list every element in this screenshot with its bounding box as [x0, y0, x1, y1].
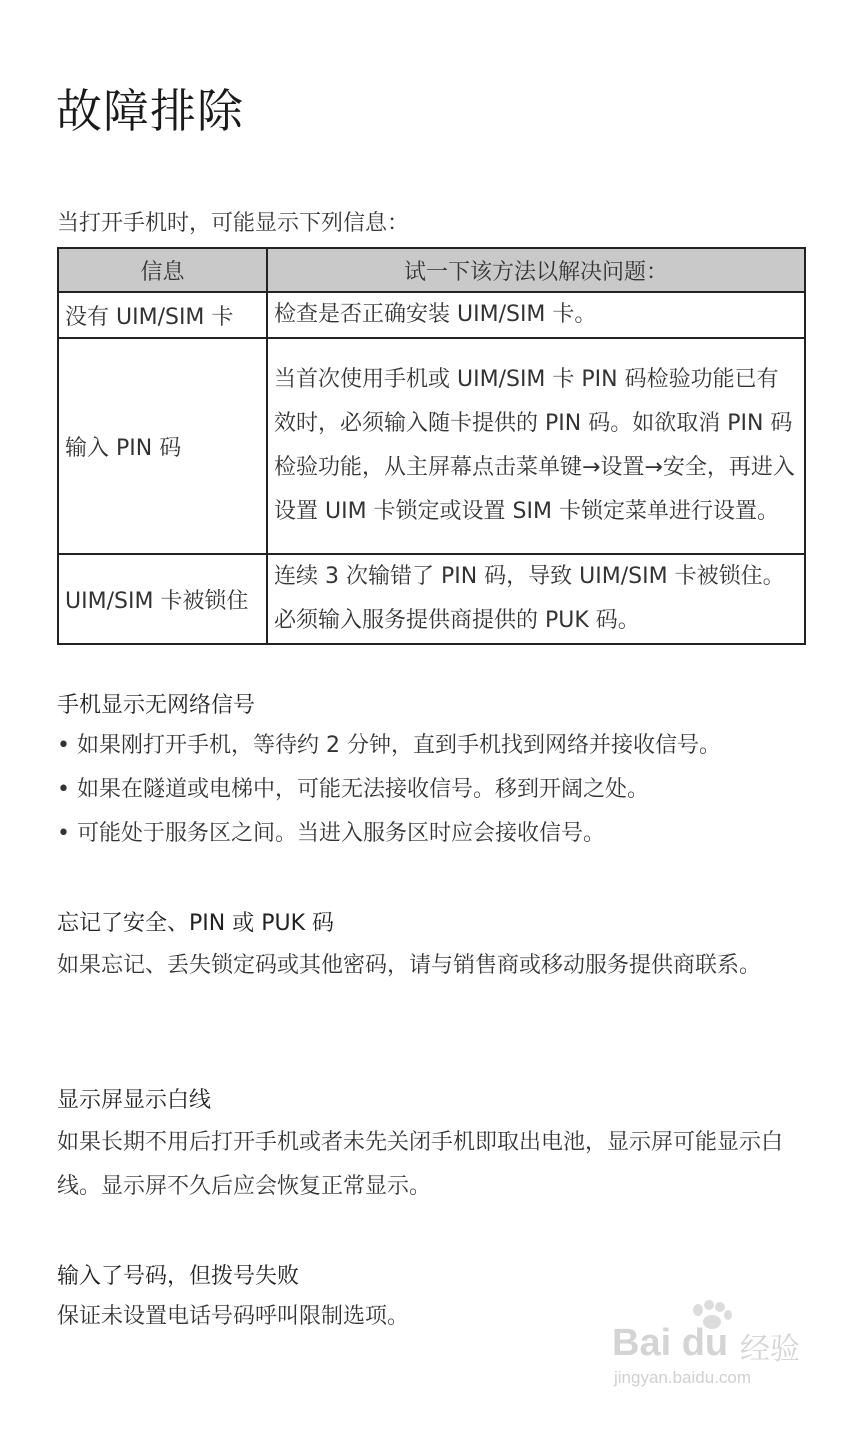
- table-row: [58, 292, 805, 338]
- header-solution: 试一下该方法以解决问题：: [267, 248, 805, 292]
- bullet-dot: •: [57, 821, 70, 846]
- row-solution: 连续 3 次输错了 PIN 码，导致 UIM/SIM 卡被锁住。必须输入服务提供商提供的 PUK 码。: [267, 554, 805, 644]
- section-heading-dial-failed: 输入了号码，但拨号失败: [57, 1264, 300, 1289]
- row-solution: 当首次使用手机或 UIM/SIM 卡 PIN 码检验功能已有效时，必须输入随卡提供的 PIN 码。如欲取消 PIN 码检验功能，从主屏幕点击菜单键→设置→安全，再进入设置 UIM 卡锁定或设置 SIM 卡锁定菜单进行设置。: [267, 338, 805, 554]
- row-message: UIM/SIM 卡被锁住: [58, 554, 267, 644]
- list-item-text: 如果刚打开手机，等待约 2 分钟，直到手机找到网络并接收信号。: [77, 733, 721, 758]
- row-message: 输入 PIN 码: [58, 338, 267, 554]
- section-heading-no-signal: 手机显示无网络信号: [57, 693, 256, 718]
- row-message: 没有 UIM/SIM 卡: [58, 292, 267, 338]
- list-item: [57, 768, 721, 812]
- list-item: [57, 812, 721, 856]
- dial-failed-text: 保证未设置电话号码呼叫限制选项。: [57, 1304, 410, 1329]
- table-row: [58, 338, 805, 554]
- list-item: [57, 724, 721, 768]
- table-row: [58, 554, 805, 644]
- watermark-url: jingyan.baidu.com: [614, 1368, 752, 1387]
- bullet-dot: •: [57, 777, 70, 802]
- white-lines-text: 如果长期不用后打开手机或者未先关闭手机即取出电池，显示屏可能显示白线。显示屏不久后应会恢复正常显示。: [57, 1130, 784, 1199]
- troubleshooting-table: [57, 247, 806, 645]
- baidu-watermark: [612, 1300, 812, 1400]
- no-signal-list: [57, 724, 721, 856]
- list-item-text: 可能处于服务区之间。当进入服务区时应会接收信号。: [77, 821, 606, 846]
- table-header-row: [58, 248, 805, 292]
- watermark-text: 经验: [740, 1332, 800, 1367]
- forgot-code-text: 如果忘记、丢失锁定码或其他密码，请与销售商或移动服务提供商联系。: [57, 953, 762, 978]
- list-item-text: 如果在隧道或电梯中，可能无法接收信号。移到开阔之处。: [77, 777, 650, 802]
- row-solution: 检查是否正确安装 UIM/SIM 卡。: [267, 292, 805, 338]
- watermark-logo: Bai du: [612, 1322, 729, 1364]
- section-heading-forgot-code: 忘记了安全、PIN 或 PUK 码: [57, 911, 334, 936]
- bullet-dot: •: [57, 733, 70, 758]
- page-title: 故障排除: [56, 83, 244, 138]
- section-heading-white-lines: 显示屏显示白线: [57, 1088, 212, 1113]
- header-message: 信息: [58, 248, 267, 292]
- intro-text: 当打开手机时，可能显示下列信息：: [57, 211, 410, 236]
